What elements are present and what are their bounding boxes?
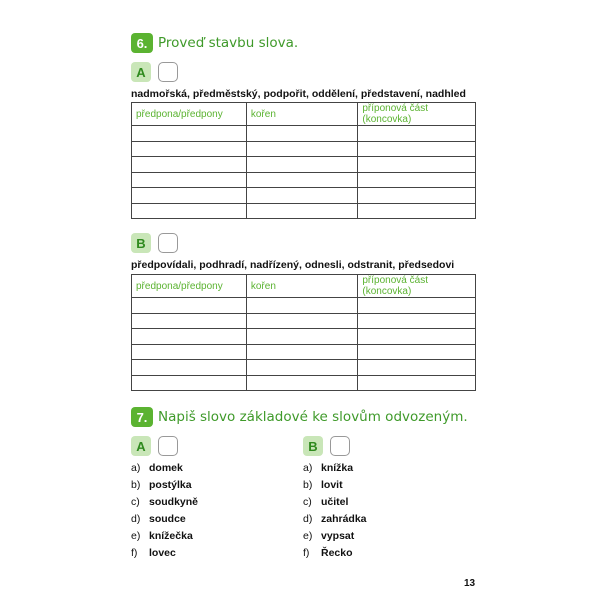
column-a-badge: A xyxy=(131,436,151,456)
task-6-title: Proveď stavbu slova. xyxy=(158,35,299,51)
table-cell[interactable] xyxy=(132,360,247,376)
table-cell[interactable] xyxy=(246,141,358,157)
item-word: učitel xyxy=(321,495,349,508)
section-a-words: nadmořská, předměstský, podpořit, oddělení, představení, nadhled xyxy=(131,88,466,100)
task-7-number: 7. xyxy=(131,407,153,427)
list-item xyxy=(131,493,198,510)
item-letter: e) xyxy=(303,529,313,542)
item-word: vypsat xyxy=(321,529,355,542)
table-row xyxy=(132,375,476,391)
item-letter: e) xyxy=(131,529,141,542)
table-cell[interactable] xyxy=(358,157,476,173)
item-letter: d) xyxy=(303,512,313,525)
table-cell[interactable] xyxy=(246,203,358,219)
list-item xyxy=(303,510,367,527)
table-row xyxy=(132,313,476,329)
column-b-score-box[interactable] xyxy=(330,436,350,456)
header-root: kořen xyxy=(246,275,358,298)
table-cell[interactable] xyxy=(246,157,358,173)
list-item xyxy=(303,493,367,510)
table-cell[interactable] xyxy=(358,329,476,345)
table-cell[interactable] xyxy=(358,344,476,360)
section-b-words: předpovídali, podhradí, nadřízený, odnesli, odstranit, předsedovi xyxy=(131,259,455,271)
column-a-score-box[interactable] xyxy=(158,436,178,456)
column-b-list xyxy=(303,459,367,561)
section-a-badge: A xyxy=(131,62,151,82)
list-item xyxy=(131,527,198,544)
table-cell[interactable] xyxy=(246,298,358,314)
item-letter: d) xyxy=(131,512,141,525)
list-item xyxy=(131,476,198,493)
header-prefix: předpona/předpony xyxy=(132,103,247,126)
item-word: soudce xyxy=(149,512,186,525)
table-cell[interactable] xyxy=(246,126,358,142)
table-cell[interactable] xyxy=(246,329,358,345)
table-row xyxy=(132,157,476,173)
table-cell[interactable] xyxy=(358,172,476,188)
header-suffix: příponová část (koncovka) xyxy=(358,275,476,298)
item-word: zahrádka xyxy=(321,512,367,525)
item-word: lovit xyxy=(321,478,343,491)
list-item xyxy=(303,527,367,544)
column-b-badge: B xyxy=(303,436,323,456)
table-cell[interactable] xyxy=(246,172,358,188)
table-cell[interactable] xyxy=(358,141,476,157)
item-word: Řecko xyxy=(321,546,353,559)
section-b-table xyxy=(131,274,476,391)
table-cell[interactable] xyxy=(132,329,247,345)
table-cell[interactable] xyxy=(358,126,476,142)
table-cell[interactable] xyxy=(358,188,476,204)
table-cell[interactable] xyxy=(132,375,247,391)
section-a-table xyxy=(131,102,476,219)
table-row xyxy=(132,126,476,142)
list-item xyxy=(131,510,198,527)
list-item xyxy=(303,476,367,493)
list-item xyxy=(131,544,198,561)
item-word: knížka xyxy=(321,461,354,474)
table-cell[interactable] xyxy=(132,313,247,329)
item-letter: b) xyxy=(303,478,313,491)
section-b-score-box[interactable] xyxy=(158,233,178,253)
table-cell[interactable] xyxy=(132,172,247,188)
table-cell[interactable] xyxy=(132,298,247,314)
table-cell[interactable] xyxy=(246,188,358,204)
item-letter: c) xyxy=(131,495,140,508)
table-row xyxy=(132,141,476,157)
table-row xyxy=(132,298,476,314)
task-6-number: 6. xyxy=(131,33,153,53)
column-a-list xyxy=(131,459,198,561)
table-row xyxy=(132,360,476,376)
item-letter: c) xyxy=(303,495,312,508)
item-letter: f) xyxy=(131,546,138,559)
table-cell[interactable] xyxy=(358,375,476,391)
item-letter: a) xyxy=(131,461,141,474)
table-cell[interactable] xyxy=(132,157,247,173)
list-item xyxy=(131,459,198,476)
header-suffix: příponová část (koncovka) xyxy=(358,103,476,126)
table-cell[interactable] xyxy=(358,203,476,219)
page-number: 13 xyxy=(464,578,476,589)
list-item xyxy=(303,459,367,476)
item-letter: a) xyxy=(303,461,313,474)
item-word: postýlka xyxy=(149,478,192,491)
item-letter: b) xyxy=(131,478,141,491)
task-7-title: Napiš slovo základové ke slovům odvozeným. xyxy=(158,409,468,425)
table-cell[interactable] xyxy=(132,126,247,142)
section-a-score-box[interactable] xyxy=(158,62,178,82)
table-cell[interactable] xyxy=(246,313,358,329)
table-cell[interactable] xyxy=(132,141,247,157)
table-row xyxy=(132,188,476,204)
item-word: domek xyxy=(149,461,183,474)
table-cell[interactable] xyxy=(132,344,247,360)
table-cell[interactable] xyxy=(246,344,358,360)
table-cell[interactable] xyxy=(132,203,247,219)
table-row xyxy=(132,329,476,345)
item-word: soudkyně xyxy=(149,495,199,508)
header-root: kořen xyxy=(246,103,358,126)
list-item xyxy=(303,544,367,561)
item-word: knížečka xyxy=(149,529,193,542)
table-row xyxy=(132,203,476,219)
table-cell[interactable] xyxy=(358,298,476,314)
table-cell[interactable] xyxy=(246,360,358,376)
section-b-badge: B xyxy=(131,233,151,253)
table-cell[interactable] xyxy=(246,375,358,391)
item-letter: f) xyxy=(303,546,310,559)
table-cell[interactable] xyxy=(132,188,247,204)
table-row xyxy=(132,172,476,188)
table-cell[interactable] xyxy=(358,360,476,376)
header-prefix: předpona/předpony xyxy=(132,275,247,298)
item-word: lovec xyxy=(149,546,176,559)
table-row xyxy=(132,344,476,360)
table-cell[interactable] xyxy=(358,313,476,329)
